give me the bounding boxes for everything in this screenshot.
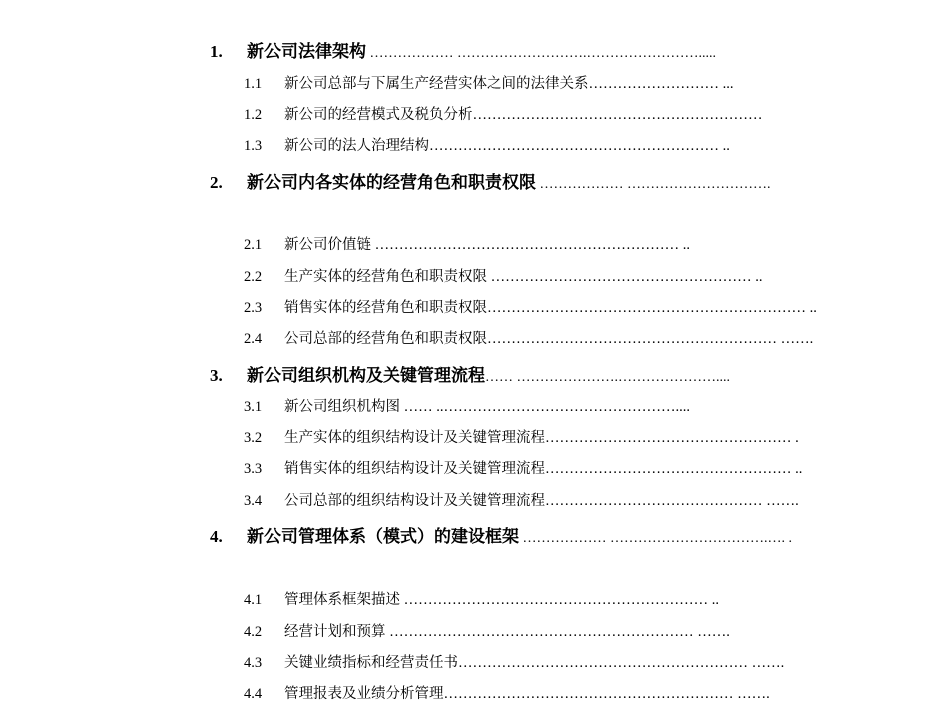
toc-title: 新公司总部与下属生产经营实体之间的法律关系 <box>284 76 589 92</box>
toc-item-3-1[interactable] <box>244 400 690 415</box>
toc-number: 2.4 <box>244 331 263 347</box>
toc-title: 新公司管理体系（模式）的建设框架 <box>247 527 519 546</box>
toc-leader: ……………… …………………………….…. . <box>519 531 792 546</box>
toc-item-1-1[interactable] <box>244 77 734 92</box>
toc-title: 关键业绩指标和经营责任书 <box>284 655 458 671</box>
toc-number: 2.1 <box>244 237 263 253</box>
toc-title: 生产实体的经营角色和职责权限 <box>284 269 487 285</box>
toc-leader: ……………… …………………………. <box>536 177 771 192</box>
toc-title: 新公司组织机构图 <box>284 399 400 415</box>
toc-item-1-3[interactable] <box>244 139 730 154</box>
toc-heading-3[interactable] <box>210 367 730 385</box>
toc-item-2-1[interactable] <box>244 238 690 253</box>
toc-leader: ……………… ……………………….……………………..... <box>366 46 716 61</box>
toc-number: 2.2 <box>244 269 263 285</box>
toc-heading-2[interactable] <box>210 174 771 192</box>
toc-title: 生产实体的组织结构设计及关键管理流程 <box>284 430 545 446</box>
toc-item-2-2[interactable] <box>244 270 763 285</box>
toc-leader: ……………………………………… ……. <box>545 493 799 509</box>
toc-item-4-2[interactable] <box>244 625 730 640</box>
toc-number: 2. <box>210 173 223 192</box>
toc-title: 销售实体的组织结构设计及关键管理流程 <box>284 461 545 477</box>
toc-number: 3.2 <box>244 430 263 446</box>
toc-number: 4.3 <box>244 655 263 671</box>
toc-number: 3.1 <box>244 399 263 415</box>
toc-number: 2.3 <box>244 300 263 316</box>
toc-number: 1.3 <box>244 138 263 154</box>
toc-item-4-1[interactable] <box>244 593 719 608</box>
toc-heading-1[interactable] <box>210 43 716 61</box>
toc-title: 公司总部的经营角色和职责权限 <box>284 331 487 347</box>
toc-leader: ……………………………………………………… .. <box>371 237 690 253</box>
toc-title: 新公司的经营模式及税负分析 <box>284 107 473 123</box>
toc-number: 4.2 <box>244 624 263 640</box>
toc-leader: …………………………………………………… ……. <box>458 655 785 671</box>
toc-number: 3.4 <box>244 493 263 509</box>
toc-item-4-4[interactable] <box>244 687 770 702</box>
toc-heading-4[interactable] <box>210 528 792 546</box>
toc-item-4-3[interactable] <box>244 656 784 671</box>
toc-leader: ……………………………………………………… ……. <box>385 624 730 640</box>
toc-title: 管理体系框架描述 <box>284 592 400 608</box>
toc-number: 3. <box>210 366 223 385</box>
toc-title: 新公司价值链 <box>284 237 371 253</box>
toc-item-1-2[interactable] <box>244 108 763 123</box>
toc-title: 新公司内各实体的经营角色和职责权限 <box>247 173 536 192</box>
toc-number: 1.1 <box>244 76 263 92</box>
toc-number: 4. <box>210 527 223 546</box>
toc-leader: …………………………………………………… .. <box>429 138 730 154</box>
toc-number: 1.2 <box>244 107 263 123</box>
toc-title: 新公司的法人治理结构 <box>284 138 429 154</box>
toc-title: 经营计划和预算 <box>284 624 386 640</box>
toc-leader: …………………………………………………… <box>472 107 763 123</box>
toc-leader: …………………………………………… .. <box>545 461 803 477</box>
toc-leader: ……………………………………………… .. <box>487 269 763 285</box>
toc-item-3-3[interactable] <box>244 462 802 477</box>
toc-leader: ……………………… ... <box>588 76 734 92</box>
toc-leader: …………………………………………… . <box>545 430 799 446</box>
toc-leader: ………………………………………………………… .. <box>487 300 817 316</box>
toc-number: 3.3 <box>244 461 263 477</box>
toc-title: 新公司法律架构 <box>247 42 366 61</box>
toc-item-3-2[interactable] <box>244 431 799 446</box>
toc-item-2-4[interactable] <box>244 332 813 347</box>
toc-leader: …………………………………………………… ……. <box>487 331 814 347</box>
toc-title: 公司总部的组织结构设计及关键管理流程 <box>284 493 545 509</box>
toc-item-2-3[interactable] <box>244 301 817 316</box>
toc-leader: ……………………………………………………… .. <box>400 592 719 608</box>
toc-title: 管理报表及业绩分析管理 <box>284 686 444 702</box>
toc-number: 4.1 <box>244 592 263 608</box>
toc-leader: …… ………………….………………….... <box>485 370 730 385</box>
toc-leader: …… ..………………………………………….... <box>400 399 690 415</box>
toc-leader: …………………………………………………… ……. <box>443 686 770 702</box>
toc-title: 销售实体的经营角色和职责权限 <box>284 300 487 316</box>
toc-title: 新公司组织机构及关键管理流程 <box>247 366 485 385</box>
toc-number: 4.4 <box>244 686 263 702</box>
toc-number: 1. <box>210 42 223 61</box>
toc-item-3-4[interactable] <box>244 494 799 509</box>
